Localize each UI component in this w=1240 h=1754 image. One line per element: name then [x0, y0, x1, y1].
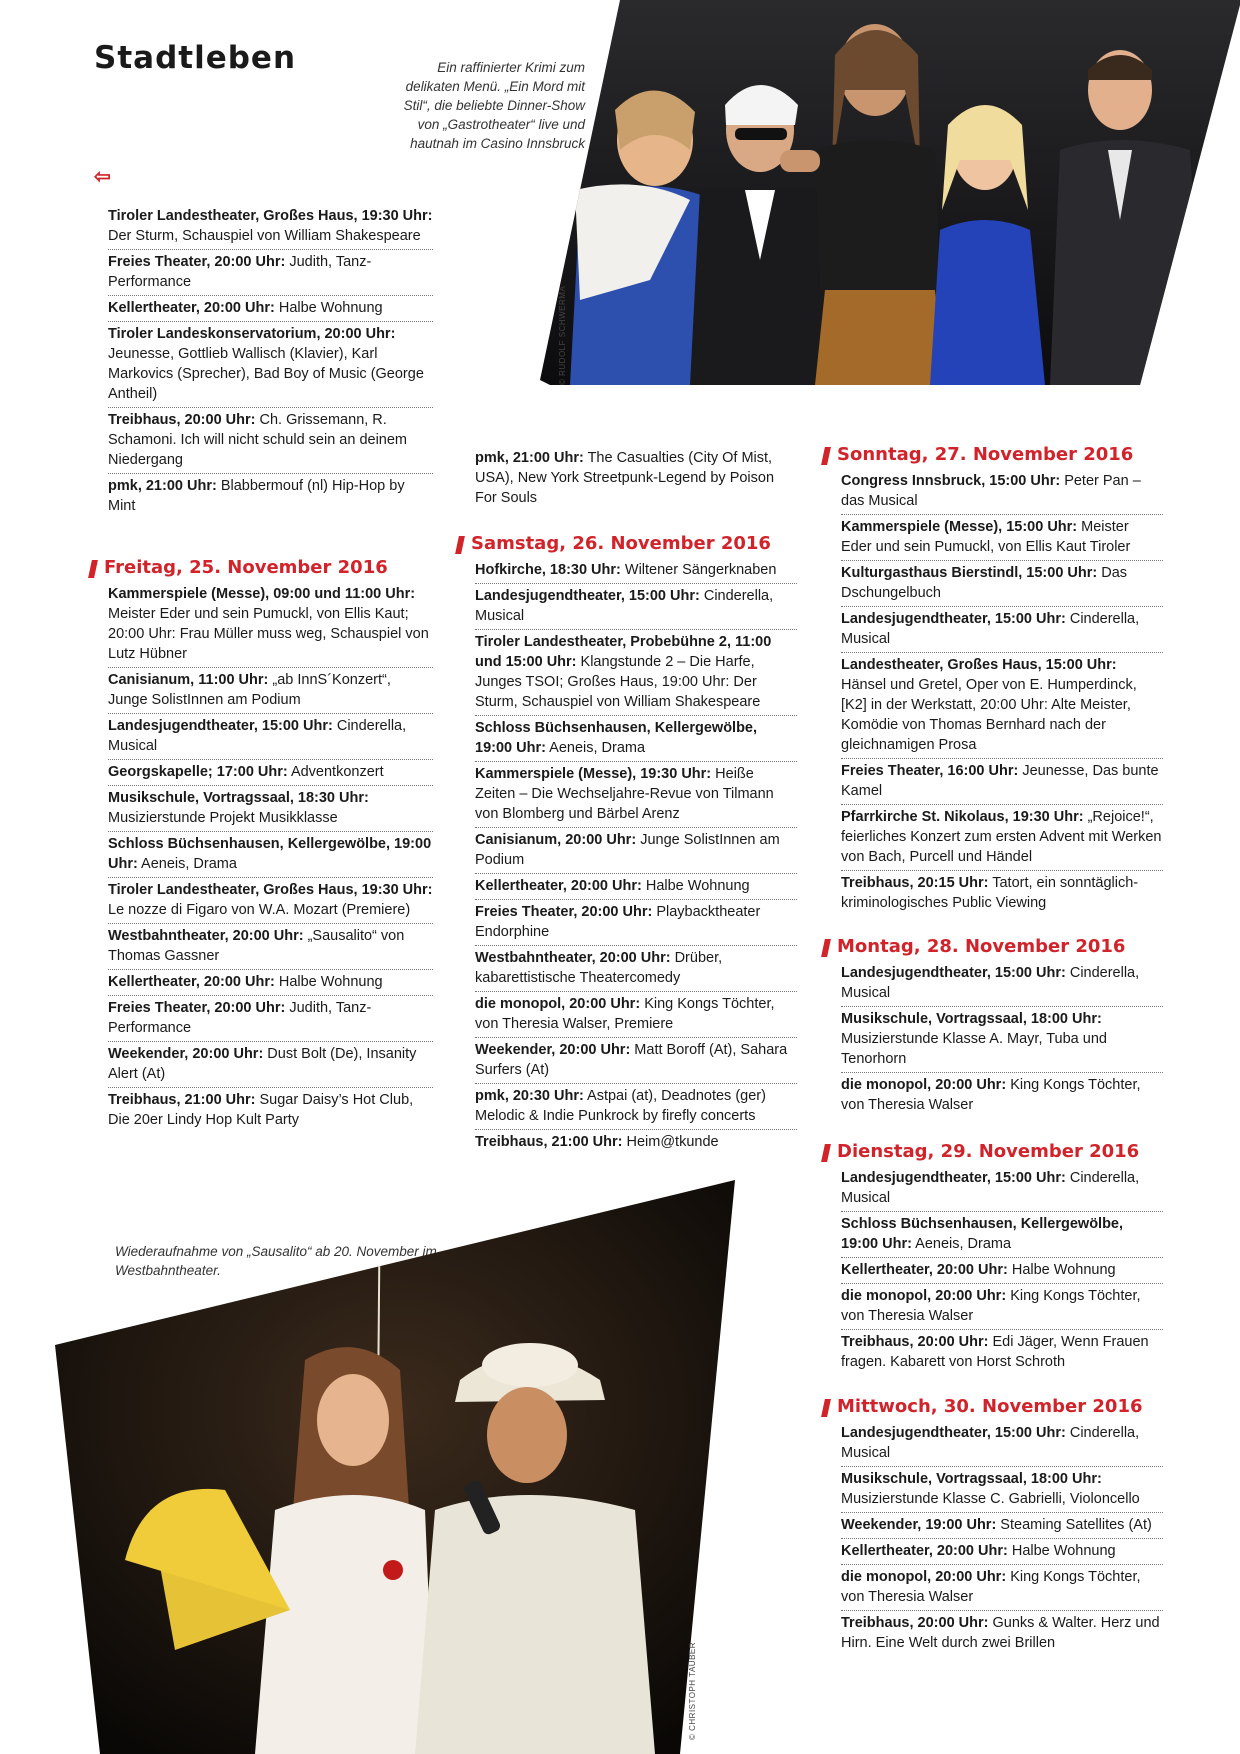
column-a-continued	[108, 204, 433, 519]
day-heading: Freitag, 25. November 2016	[104, 557, 433, 578]
event-entry: Weekender, 19:00 Uhr: Steaming Satellites (At)	[841, 1513, 1163, 1539]
event-entry: Landesjugendtheater, 15:00 Uhr: Cinderella, Musical	[841, 961, 1163, 1007]
arrow-left-icon[interactable]: ⇦	[94, 166, 111, 188]
event-list	[841, 1421, 1163, 1656]
photo-credit-top: © RUDOLF SCHWERMA	[558, 285, 567, 385]
event-entry: Schloss Büchsenhausen, Kellergewölbe, 19:00 Uhr: Aeneis, Drama	[108, 832, 433, 878]
event-entry: Landesjugendtheater, 15:00 Uhr: Cinderella, Musical	[841, 607, 1163, 653]
event-entry: Schloss Büchsenhausen, Kellergewölbe, 19:00 Uhr: Aeneis, Drama	[475, 716, 797, 762]
event-entry: Tiroler Landeskonservatorium, 20:00 Uhr: Jeunesse, Gottlieb Wallisch (Klavier), Karl Markovics (Sprecher), Bad Boy of Music (George Antheil)	[108, 322, 433, 408]
event-entry: Treibhaus, 20:00 Uhr: Edi Jäger, Wenn Frauen fragen. Kabarett von Horst Schroth	[841, 1334, 1149, 1370]
event-entry: Kellertheater, 20:00 Uhr: Halbe Wohnung	[108, 296, 433, 322]
event-entry: pmk, 21:00 Uhr: The Casualties (City Of Mist, USA), New York Streetpunk-Legend by Poison For Souls	[475, 450, 775, 506]
event-entry: Musikschule, Vortragssaal, 18:00 Uhr: Musizierstunde Klasse A. Mayr, Tuba und Tenorhorn	[841, 1007, 1163, 1073]
event-entry: Schloss Büchsenhausen, Kellergewölbe, 19:00 Uhr: Aeneis, Drama	[841, 1212, 1163, 1258]
event-entry: Freies Theater, 20:00 Uhr: Playbacktheater Endorphine	[475, 900, 797, 946]
event-entry: Kellertheater, 20:00 Uhr: Halbe Wohnung	[108, 970, 433, 996]
cast-photo-top	[540, 0, 1240, 385]
event-entry: Hofkirche, 18:30 Uhr: Wiltener Sängerknaben	[475, 558, 797, 584]
event-entry: die monopol, 20:00 Uhr: King Kongs Töchter, von Theresia Walser	[841, 1077, 1141, 1113]
event-entry: Musikschule, Vortragssaal, 18:00 Uhr: Musizierstunde Klasse C. Gabrielli, Violoncello	[841, 1467, 1163, 1513]
event-entry: Canisianum, 20:00 Uhr: Junge SolistInnen am Podium	[475, 828, 797, 874]
event-entry: Freies Theater, 16:00 Uhr: Jeunesse, Das bunte Kamel	[841, 759, 1163, 805]
event-entry: Pfarrkirche St. Nikolaus, 19:30 Uhr: „Rejoice!“, feierliches Konzert zum ersten Advent mit Werken von Bach, Purcell und Händel	[841, 805, 1163, 871]
event-entry: die monopol, 20:00 Uhr: King Kongs Töchter, von Theresia Walser	[841, 1565, 1163, 1611]
day-block-wednesday	[837, 1396, 1163, 1656]
event-entry: Freies Theater, 20:00 Uhr: Judith, Tanz-Performance	[108, 996, 433, 1042]
event-entry: Treibhaus, 21:00 Uhr: Heim@tkunde	[475, 1134, 719, 1150]
event-entry: Treibhaus, 20:00 Uhr: Gunks & Walter. Herz und Hirn. Eine Welt durch zwei Brillen	[841, 1615, 1160, 1651]
day-heading: Sonntag, 27. November 2016	[837, 444, 1163, 465]
event-entry: Tiroler Landestheater, Großes Haus, 19:30 Uhr: Le nozze di Figaro von W.A. Mozart (Premiere)	[108, 878, 433, 924]
event-entry: Georgskapelle; 17:00 Uhr: Adventkonzert	[108, 760, 433, 786]
day-block-sunday	[837, 444, 1163, 916]
event-entry: Freies Theater, 20:00 Uhr: Judith, Tanz-Performance	[108, 250, 433, 296]
event-entry: die monopol, 20:00 Uhr: King Kongs Töchter, von Theresia Walser, Premiere	[475, 992, 797, 1038]
event-entry: Weekender, 20:00 Uhr: Dust Bolt (De), Insanity Alert (At)	[108, 1042, 433, 1088]
column-b	[471, 446, 797, 1155]
event-entry: Musikschule, Vortragssaal, 18:30 Uhr: Musizierstunde Projekt Musikklasse	[108, 786, 433, 832]
photo-credit-bottom: © CHRISTOPH TAUBER	[688, 1641, 697, 1740]
event-entry: Canisianum, 11:00 Uhr: „ab InnS´Konzert“, Junge SolistInnen am Podium	[108, 668, 433, 714]
page-title: Stadtleben	[94, 40, 297, 76]
event-entry: die monopol, 20:00 Uhr: King Kongs Töchter, von Theresia Walser	[841, 1284, 1163, 1330]
event-list	[841, 469, 1163, 916]
photo-caption-bottom: Wiederaufnahme von „Sausalito“ ab 20. November im Westbahntheater.	[115, 1244, 437, 1278]
event-entry: Kulturgasthaus Bierstindl, 15:00 Uhr: Das Dschungelbuch	[841, 561, 1163, 607]
event-entry: Congress Innsbruck, 15:00 Uhr: Peter Pan – das Musical	[841, 469, 1163, 515]
day-heading: Samstag, 26. November 2016	[471, 533, 797, 554]
stage-photo-bottom	[55, 1180, 735, 1754]
event-entry: Tiroler Landestheater, Großes Haus, 19:30 Uhr: Der Sturm, Schauspiel von William Shakespeare	[108, 204, 433, 250]
event-entry: Landesjugendtheater, 15:00 Uhr: Cinderella, Musical	[475, 584, 797, 630]
day-heading: Montag, 28. November 2016	[837, 936, 1163, 957]
event-list	[841, 1166, 1163, 1375]
event-entry: Kellertheater, 20:00 Uhr: Halbe Wohnung	[475, 874, 797, 900]
event-entry: pmk, 20:30 Uhr: Astpai (at), Deadnotes (ger) Melodic & Indie Punkrock by firefly concerts	[475, 1084, 797, 1130]
event-entry: Treibhaus, 20:00 Uhr: Ch. Grissemann, R. Schamoni. Ich will nicht schuld sein an deinem Niedergang	[108, 408, 433, 474]
event-entry: Westbahntheater, 20:00 Uhr: Drüber, kabarettistische Theatercomedy	[475, 946, 797, 992]
event-entry: Kellertheater, 20:00 Uhr: Halbe Wohnung	[841, 1539, 1163, 1565]
event-list	[475, 558, 797, 1155]
event-entry: Treibhaus, 20:15 Uhr: Tatort, ein sonntäglich-kriminologisches Public Viewing	[841, 875, 1139, 911]
photo-caption-top: Ein raffinierter Krimi zum delikaten Menü. „Ein Mord mit Stil“, die beliebte Dinner-Show von „Gastrotheater“ live und hautnah im Casino Innsbruck	[403, 60, 585, 151]
event-entry: Landesjugendtheater, 15:00 Uhr: Cinderella, Musical	[841, 1166, 1163, 1212]
event-entry: Kammerspiele (Messe), 15:00 Uhr: Meister Eder und sein Pumuckl, von Ellis Kaut Tiroler	[841, 515, 1163, 561]
event-entry: Landestheater, Großes Haus, 15:00 Uhr: Hänsel und Gretel, Oper von E. Humperdinck, [K2] in der Werkstatt, 20:00 Uhr: Alte Meister, Komödie von Thomas Bernhard nach der gleichnamigen Prosa	[841, 653, 1163, 759]
event-entry: Weekender, 20:00 Uhr: Matt Boroff (At), Sahara Surfers (At)	[475, 1038, 797, 1084]
day-block-monday	[837, 936, 1163, 1118]
event-entry: Kammerspiele (Messe), 09:00 und 11:00 Uhr: Meister Eder und sein Pumuckl, von Ellis Kaut; 20:00 Uhr: Frau Müller muss weg, Schauspiel von Lutz Hübner	[108, 582, 433, 668]
event-entry: Landesjugendtheater, 15:00 Uhr: Cinderella, Musical	[108, 714, 433, 760]
event-list	[108, 582, 433, 1133]
event-entry: Landesjugendtheater, 15:00 Uhr: Cinderella, Musical	[841, 1421, 1163, 1467]
day-block-tuesday	[837, 1141, 1163, 1375]
event-entry: Kellertheater, 20:00 Uhr: Halbe Wohnung	[841, 1258, 1163, 1284]
day-block-friday	[104, 557, 433, 1133]
event-entry: pmk, 21:00 Uhr: Blabbermouf (nl) Hip-Hop by Mint	[108, 478, 405, 514]
event-entry: Tiroler Landestheater, Probebühne 2, 11:00 und 15:00 Uhr: Klangstunde 2 – Die Harfe, Junges TSOI; Großes Haus, 19:00 Uhr: Der Sturm, Schauspiel von William Shakespeare	[475, 630, 797, 716]
day-heading: Dienstag, 29. November 2016	[837, 1141, 1163, 1162]
event-entry: Kammerspiele (Messe), 19:30 Uhr: Heiße Zeiten – Die Wechseljahre-Revue von Tilmann von Blomberg und Bärbel Arenz	[475, 762, 797, 828]
event-entry: Westbahntheater, 20:00 Uhr: „Sausalito“ von Thomas Gassner	[108, 924, 433, 970]
event-entry: Treibhaus, 21:00 Uhr: Sugar Daisy’s Hot Club, Die 20er Lindy Hop Kult Party	[108, 1092, 414, 1128]
day-heading: Mittwoch, 30. November 2016	[837, 1396, 1163, 1417]
event-list	[841, 961, 1163, 1118]
